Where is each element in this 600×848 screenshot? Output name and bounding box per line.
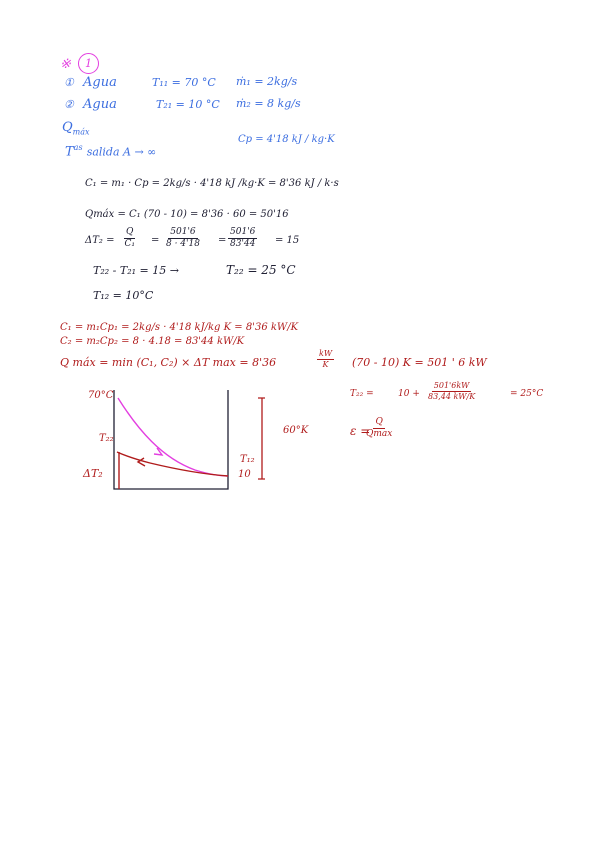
hot-stream-curve [118,398,228,476]
t22-eq-fraction: $\frac{501'6kW}{83,44 kW/K}$ [428,381,476,402]
t22-eq-result: = 25°C [510,389,544,399]
diagram-label-70: 70°C [88,390,114,401]
red-c1: C₁ = m₁Cp₁ = 2kg/s · 4'18 kJ/kg K = 8'36 kW/K [60,322,299,333]
cp-value: Cp = 4'18 kJ / kg·K [238,134,335,145]
red-qmax-lhs: Q máx = min (C₁, C₂) × ΔT max = 8'36 [60,356,277,369]
c1-calc: C₁ = m₁ · Cp = 2kg/s · 4'18 kJ /kg·K = 8'36 kJ / k·s [85,178,339,189]
stream1-fluid: Agua [83,75,117,90]
dt2-eq1: = [151,235,160,246]
dt2-lhs: ΔT₂ = [85,235,115,246]
dt2-fraction-1: $\frac{Q}{\text{C₁}}$ [124,227,135,250]
qmax-calc: Qmáx = C₁ (70 - 10) = 8'36 · 60 = 50'16 [85,209,289,220]
stream1-index: ① [64,76,74,89]
dt2-fraction-3: $\frac{501'6}{83'44}$ [230,227,256,250]
t12-value: T₁₂ = 10°C [93,289,154,302]
range-bracket [258,398,265,479]
asterisk-marker: ※ [60,57,71,72]
dt2-eq2: = [218,235,227,246]
t22-eq-lhs: T₂₂ = [350,389,374,399]
stream1-temp: T₁₁ = 70 °C [152,76,216,89]
dt2-fraction-2: $\frac{501'6}{8 \cdot 4'18}$ [166,227,200,250]
red-qmax-unit: $\frac{kW}{K}$ [319,349,333,370]
t22-eq-pre: 10 + [398,389,420,399]
problem-number: 1 [85,57,92,70]
t-exit-label: $T^{as}$ salida A → ∞ [65,143,157,160]
diagram-label-t22: T₂₂ [99,433,114,444]
cold-stream-curve [117,452,228,476]
stream2-fluid: Agua [83,97,117,112]
red-c2: C₂ = m₂Cp₂ = 8 · 4.18 = 83'44 kW/K [60,336,245,347]
effectiveness-fraction: Q Qmax [366,417,393,440]
diagram-label-60k: 60°K [283,425,309,436]
effectiveness-lhs: ε = [350,424,371,438]
red-qmax-rhs: (70 - 10) K = 501 ' 6 kW [352,356,487,369]
stream1-flow: ṁ₁ = 2kg/s [236,75,298,88]
stream2-temp: T₂₁ = 10 °C [156,98,220,111]
t22-result: T₂₂ = 25 °C [226,263,296,277]
diagram-label-t12: T₁₂ [240,454,255,465]
qmax-label: $Q_{máx}$ [62,120,90,137]
diagram-label-10: 10 [238,469,251,480]
stream2-flow: ṁ₂ = 8 kg/s [236,97,301,110]
dt2-result: = 15 [275,235,300,246]
t22-step: T₂₂ - T₂₁ = 15 → [93,264,179,277]
diagram-label-dt2: ΔT₂ [83,467,103,480]
stream2-index: ② [64,98,74,111]
